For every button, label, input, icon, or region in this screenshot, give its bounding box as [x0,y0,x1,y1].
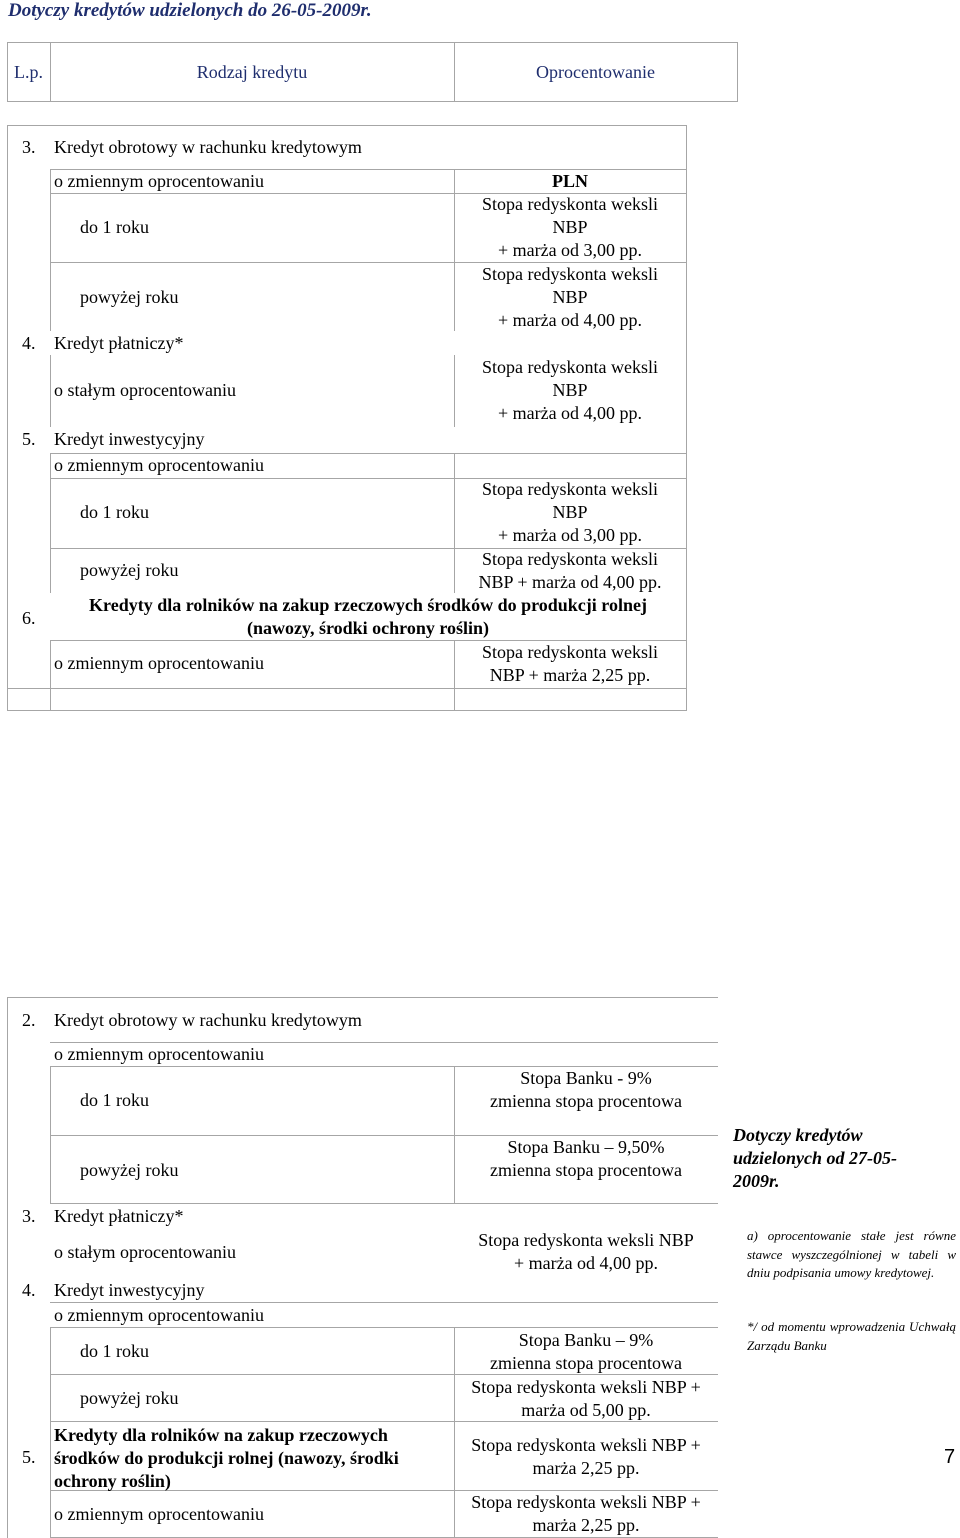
rate-line: NBP [552,380,588,400]
rate-line: marża od 5,00 pp. [521,1400,651,1420]
term-label: do 1 roku [80,1341,149,1361]
row-number: 4. [22,333,36,353]
rate-line: NBP + marża od 4,00 pp. [478,572,662,592]
header-oprocentowanie: Oprocentowanie [536,62,655,82]
rate-line: Stopa Banku – 9,50% [507,1137,665,1157]
rate-line: Stopa Banku - 9% [520,1068,652,1088]
term-label: do 1 roku [80,217,149,237]
rate-line: zmienna stopa procentowa [490,1353,682,1373]
side-title: Dotyczy kredytów udzielonych od 27-05-2009r. [733,1125,897,1191]
credit-type: Kredyt płatniczy* [54,1206,184,1226]
rate-line: NBP [552,287,588,307]
row-number: 5. [22,1447,36,1467]
term-label: powyżej roku [80,1160,179,1180]
rate-line: + marża od 3,00 pp. [497,525,643,545]
rate-line: + marża od 4,00 pp. [513,1253,659,1273]
credit-type: Kredyt płatniczy* [54,333,184,353]
term-label: do 1 roku [80,1090,149,1110]
term-label: powyżej roku [80,560,179,580]
page-number: 7 [944,1446,956,1468]
rate-line: NBP + marża 2,25 pp. [489,665,651,685]
rate-line: + marża od 4,00 pp. [497,403,643,423]
rate-line: Stopa redyskonta weksli [482,642,658,662]
rate-type: o zmiennym oprocentowaniu [54,1305,264,1325]
rate-type: o stałym oprocentowaniu [54,380,236,400]
rate-line: Stopa redyskonta weksli NBP + [471,1492,701,1512]
term-label: powyżej roku [80,1388,179,1408]
term-label: powyżej roku [80,287,179,307]
term-label: do 1 roku [80,502,149,522]
rate-type: o stałym oprocentowaniu [54,1242,236,1262]
credit-type: Kredyt obrotowy w rachunku kredytowym [54,137,362,157]
rate-type: o zmiennym oprocentowaniu [54,653,264,673]
credit-type: Kredyt inwestycyjny [54,429,205,449]
header-rodzaj: Rodzaj kredytu [196,62,308,82]
currency-label: PLN [552,171,588,191]
rate-line: zmienna stopa procentowa [490,1160,682,1180]
rate-type: o zmiennym oprocentowaniu [54,171,264,191]
rate-line: + marża od 4,00 pp. [497,310,643,330]
header-lp: L.p. [14,62,43,82]
rate-line: zmienna stopa procentowa [490,1091,682,1111]
rate-line: Stopa redyskonta weksli NBP [478,1230,694,1250]
credit-type: (nawozy, środki ochrony roślin) [246,618,490,638]
document-title: Dotyczy kredytów udzielonych do 26-05-2009r. [8,0,372,21]
rate-line: Stopa redyskonta weksli [482,479,658,499]
rate-line: Stopa redyskonta weksli NBP + [471,1377,701,1397]
rate-line: marża 2,25 pp. [532,1515,640,1535]
rate-line: Stopa redyskonta weksli [482,264,658,284]
rate-line: marża 2,25 pp. [532,1458,640,1478]
rate-line: Stopa redyskonta weksli [482,549,658,569]
rate-line: Stopa redyskonta weksli [482,357,658,377]
rate-line: + marża od 3,00 pp. [497,240,643,260]
footnote-a: a) oprocentowanie stałe jest równe stawce wyszczególnionej w tabeli w dniu podpisania umowy kredytowej. [747,1228,956,1280]
row-number: 6. [22,608,36,628]
rate-line: NBP [552,217,588,237]
row-number: 3. [22,1206,36,1226]
rate-type: o zmiennym oprocentowaniu [54,1044,264,1064]
credit-type: Kredyty dla rolników na zakup rzeczowych środków do produkcji rolnej (nawozy, środki ochrony roślin) [54,1425,399,1491]
rate-line: NBP [552,502,588,522]
rate-type: o zmiennym oprocentowaniu [54,1504,264,1524]
rate-line: Stopa redyskonta weksli NBP + [471,1435,701,1455]
footnote-b: */ od momentu wprowadzenia Uchwałą Zarządu Banku [747,1319,956,1353]
credit-type: Kredyty dla rolników na zakup rzeczowych środków do produkcji rolnej [89,595,647,615]
rate-line: Stopa redyskonta weksli [482,194,658,214]
row-number: 5. [22,429,36,449]
credit-type: Kredyt obrotowy w rachunku kredytowym [54,1010,362,1030]
credit-type: Kredyt inwestycyjny [54,1280,205,1300]
rate-line: Stopa Banku – 9% [518,1330,654,1350]
row-number: 2. [22,1010,36,1030]
rate-type: o zmiennym oprocentowaniu [54,455,264,475]
row-number: 3. [22,137,36,157]
row-number: 4. [22,1280,36,1300]
